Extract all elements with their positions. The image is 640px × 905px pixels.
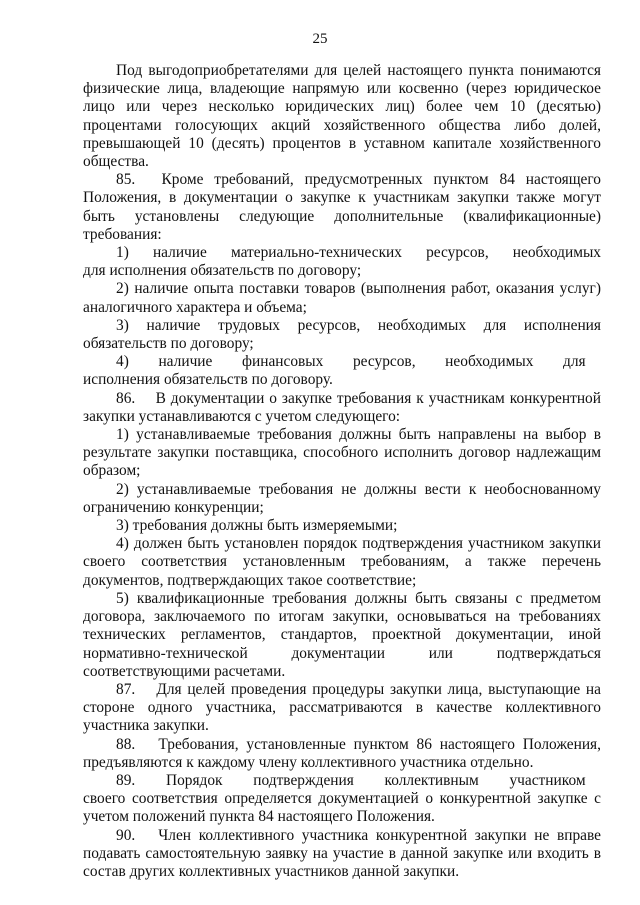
paragraph-90: 90. Член коллективного участника конкурентной закупки не вправе подавать самостоятельную заявку на участие в данной закупке или входить в состав других коллективных участников данной закупки. xyxy=(83,826,601,880)
paragraph-86-item-2: 2) устанавливаемые требования не должны вести к необоснованному ограничению конкуренции; xyxy=(83,480,601,516)
paragraph-89: 89. Порядок подтверждения коллективным участником своего соответствия определяется документацией о конкурентной закупке с учетом положений пункта 84 настоящего Положения. xyxy=(83,771,601,826)
paragraph-86: 86. В документации о закупке требования к участникам конкурентной закупки устанавливаются с учетом следующего: xyxy=(83,389,601,425)
paragraph-86-item-4: 4) должен быть установлен порядок подтверждения участником закупки своего соответствия установленным требованиям, а также перечень документов, подтверждающих такое соответствие; xyxy=(83,535,601,589)
paragraph-87: 87. Для целей проведения процедуры закупки лица, выступающие на стороне одного участника, рассматриваются в качестве коллективного участника закупки. xyxy=(83,680,601,735)
paragraph-85-item-2: 2) наличие опыта поставки товаров (выполнения работ, оказания услуг) аналогичного характера и объема; xyxy=(83,280,601,316)
paragraph-beneficiaries: Под выгодоприобретателями для целей настоящего пункта понимаются физические лица, владеющие напрямую или косвенно (через юридическое лицо или через несколько юридических лиц) более чем 10 (десятью) процентами голосующих акций хозяйственного общества либо долей, превышающей 10 (десять) процентов в уставном капитале хозяйственного общества. xyxy=(83,62,601,171)
paragraph-85-item-4: 4) наличие финансовых ресурсов, необходимых для исполнения обязательств по договору. xyxy=(83,353,601,389)
paragraph-86-item-3: 3) требования должны быть измеряемыми; xyxy=(116,517,398,535)
document-body xyxy=(83,62,601,881)
page-number: 25 xyxy=(312,31,328,47)
paragraph-85: 85. Кроме требований, предусмотренных пунктом 84 настоящего Положения, в документации о закупке к участникам закупки также могут быть установлены следующие дополнительные (квалификационные) требования: xyxy=(83,171,601,243)
paragraph-85-item-3: 3) наличие трудовых ресурсов, необходимых для исполнения обязательств по договору; xyxy=(83,316,601,353)
paragraph-85-item-1: 1) наличие материально-технических ресурсов, необходимых для исполнения обязательств по договору; xyxy=(83,244,601,280)
paragraph-88: 88. Требования, установленные пунктом 86 настоящего Положения, предъявляются к каждому члену коллективного участника отдельно. xyxy=(83,735,601,771)
paragraph-86-item-1: 1) устанавливаемые требования должны быть направлены на выбор в результате закупки поставщика, способного исполнить договор надлежащим образом; xyxy=(83,426,601,480)
paragraph-86-item-5: 5) квалификационные требования должны быть связаны с предметом договора, заключаемого по итогам закупки, основываться на требованиях технических регламентов, стандартов, проектной документации, иной нормативно-технической документации или подтверждаться соответствующими расчетами. xyxy=(83,589,601,680)
